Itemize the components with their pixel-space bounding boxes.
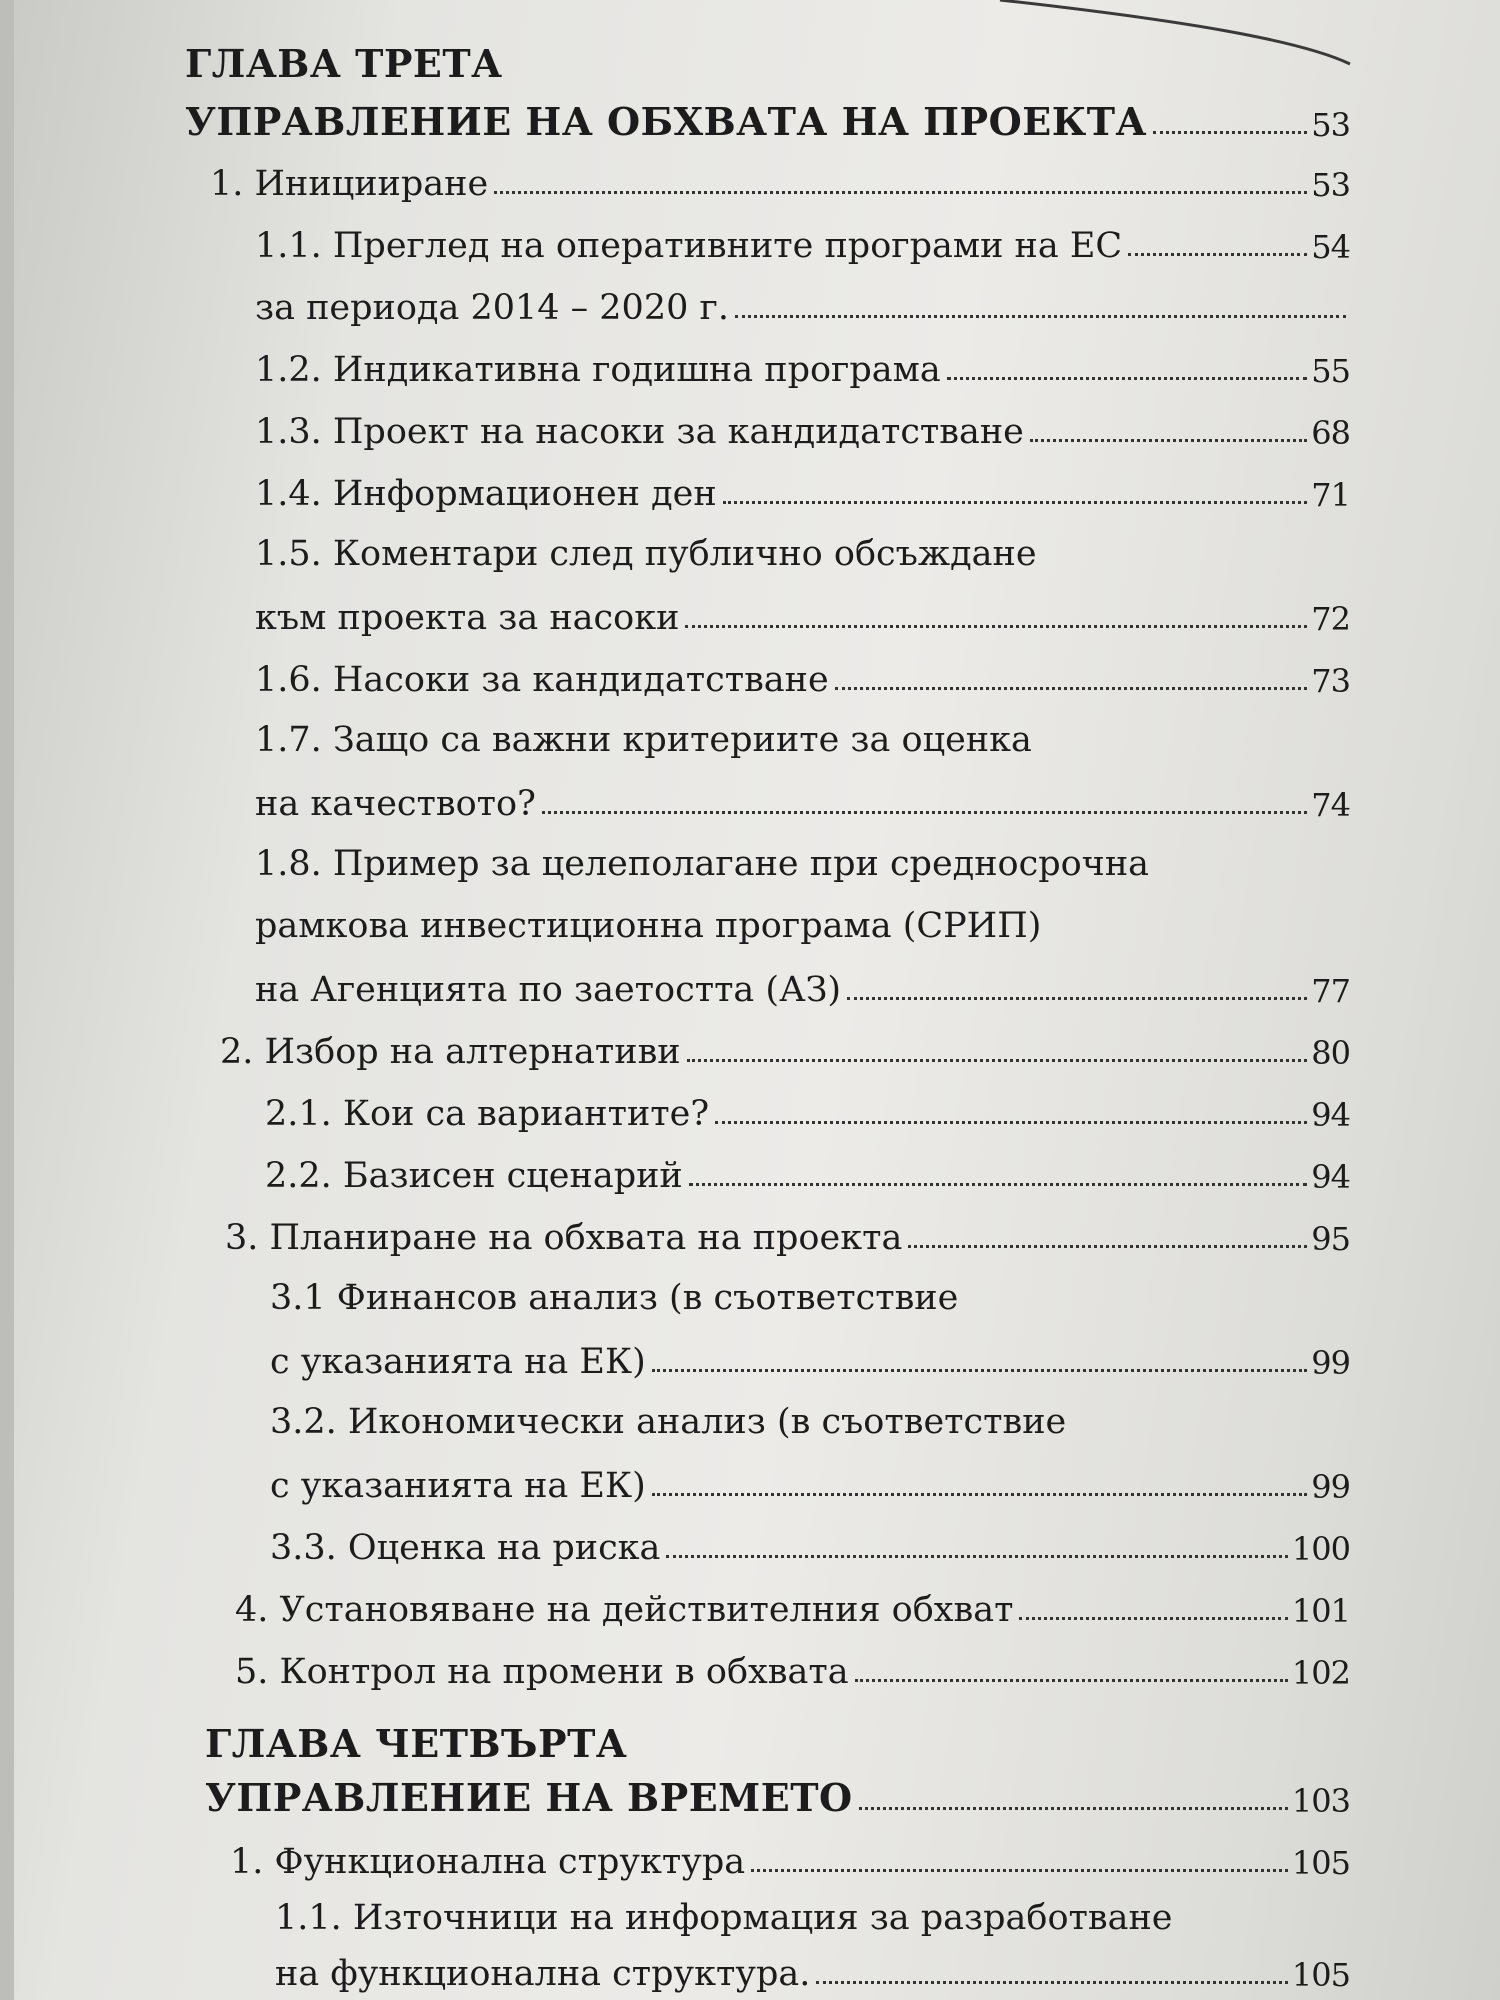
chapter-title: УПРАВЛЕНИЕ НА ВРЕМЕТО [205, 1775, 853, 1820]
page-number: 105 [1291, 1844, 1350, 1882]
dot-leader [1019, 1617, 1287, 1620]
toc-entry[interactable] [255, 470, 1350, 514]
dot-leader [847, 997, 1307, 1000]
toc-entry[interactable] [275, 1950, 1350, 1994]
entry-title: на функционална структура. [275, 1954, 811, 1994]
chapter-title-row[interactable] [205, 1776, 1350, 1820]
toc-entry[interactable] [255, 346, 1350, 390]
entry-title-line: 3.1 Финансов анализ (в съответствие [270, 1278, 959, 1318]
entry-title: 1.3. Проект на насоки за кандидатстване [255, 412, 1024, 452]
page-number: 53 [1311, 166, 1350, 204]
page-number: 71 [1311, 476, 1350, 514]
entry-title-line: 1.1. Източници на информация за разработване [275, 1898, 1173, 1938]
entry-title-line: 3.2. Икономически анализ (в съответствие [270, 1402, 1067, 1442]
entry-title: за периода 2014 – 2020 г. [255, 288, 729, 328]
page-number: 105 [1291, 1956, 1350, 1994]
dot-leader [1153, 131, 1307, 134]
entry-title: към проекта за насоки [255, 598, 680, 638]
entry-title: 2. Избор на алтернативи [220, 1032, 681, 1072]
page-number: 94 [1311, 1096, 1350, 1134]
page-number: 53 [1311, 106, 1350, 144]
dot-leader [685, 625, 1307, 628]
entry-title: 1.2. Индикативна годишна програма [255, 350, 941, 390]
entry-title-line: 1.5. Коментари след публично обсъждане [255, 534, 1037, 574]
dot-leader [666, 1555, 1288, 1558]
toc-entry[interactable] [255, 656, 1350, 700]
toc-entry[interactable] [255, 408, 1350, 452]
dot-leader [947, 377, 1308, 380]
entry-title: на качеството? [255, 784, 536, 824]
entry-title: 1.1. Преглед на оперативните програми на ЕС [255, 226, 1123, 266]
page-number: 101 [1291, 1592, 1350, 1630]
dot-leader [835, 687, 1308, 690]
dot-leader [652, 1493, 1308, 1496]
entry-title: 1. Иницииране [210, 164, 489, 204]
entry-title-line: рамкова инвестиционна програма (СРИП) [255, 906, 1042, 946]
page-number: 94 [1311, 1158, 1350, 1196]
entry-title: 4. Установяване на действителния обхват [235, 1590, 1014, 1630]
page-number: 99 [1311, 1468, 1350, 1506]
page-number: 95 [1311, 1220, 1350, 1258]
entry-title: 1.6. Насоки за кандидатстване [255, 660, 829, 700]
toc-entry[interactable] [225, 1214, 1350, 1258]
page-number: 73 [1311, 662, 1350, 700]
page-number: 100 [1291, 1530, 1350, 1568]
page-number: 54 [1311, 228, 1350, 266]
page-number: 74 [1311, 786, 1350, 824]
toc-entry-continuation[interactable] [255, 284, 1350, 328]
toc-entry[interactable] [220, 1028, 1350, 1072]
dot-leader [494, 191, 1307, 194]
entry-title: 1.4. Информационен ден [255, 474, 717, 514]
toc-entry[interactable] [255, 222, 1350, 266]
toc-entry[interactable] [230, 1838, 1350, 1882]
toc-entry[interactable] [265, 1090, 1350, 1134]
chapter-label: ГЛАВА ЧЕТВЪРТА [205, 1721, 628, 1766]
toc-entry[interactable] [210, 160, 1350, 204]
entry-title: с указанията на ЕК) [270, 1466, 646, 1506]
dot-leader [689, 1183, 1308, 1186]
dot-leader [908, 1245, 1307, 1248]
dot-leader [1030, 439, 1307, 442]
toc-entry[interactable] [255, 780, 1350, 824]
dot-leader [816, 1981, 1288, 1984]
toc-entry[interactable] [270, 1462, 1350, 1506]
toc-entry[interactable] [235, 1648, 1350, 1692]
toc-entry[interactable] [235, 1586, 1350, 1630]
dot-leader [687, 1059, 1308, 1062]
page-number: 55 [1311, 352, 1350, 390]
page-number: 77 [1311, 972, 1350, 1010]
page-number: 103 [1291, 1782, 1350, 1820]
entry-title: 5. Контрол на промени в обхвата [235, 1652, 849, 1692]
entry-title: с указанията на ЕК) [270, 1342, 646, 1382]
entry-title: 2.2. Базисен сценарий [265, 1156, 683, 1196]
page-number: 68 [1311, 414, 1350, 452]
entry-title-line: 1.7. Защо са важни критериите за оценка [255, 720, 1032, 760]
dot-leader [652, 1369, 1308, 1372]
chapter-title-row[interactable] [185, 100, 1350, 144]
page-number: 80 [1311, 1034, 1350, 1072]
dot-leader [855, 1679, 1288, 1682]
chapter-label: ГЛАВА ТРЕТА [185, 41, 503, 86]
dot-leader [751, 1869, 1288, 1872]
dot-leader [542, 811, 1307, 814]
toc-entry[interactable] [270, 1524, 1350, 1568]
entry-title: 3. Планиране на обхвата на проекта [225, 1218, 903, 1258]
page-number: 99 [1311, 1344, 1350, 1382]
entry-title: на Агенцията по заетостта (АЗ) [255, 970, 842, 1010]
entry-title: 2.1. Кои са вариантите? [265, 1094, 710, 1134]
toc-entry[interactable] [255, 966, 1350, 1010]
page-number: 72 [1311, 600, 1350, 638]
dot-leader [859, 1807, 1288, 1810]
toc-entry[interactable] [265, 1152, 1350, 1196]
chapter-title: УПРАВЛЕНИЕ НА ОБХВАТА НА ПРОЕКТА [185, 99, 1147, 144]
dot-leader [723, 501, 1308, 504]
entry-title-line: 1.8. Пример за целеполагане при средносрочна [255, 844, 1150, 884]
dot-leader [735, 315, 1346, 318]
toc-entry[interactable] [270, 1338, 1350, 1382]
page-number: 102 [1291, 1654, 1350, 1692]
entry-title: 3.3. Оценка на риска [270, 1528, 661, 1568]
dot-leader [1128, 253, 1307, 256]
dot-leader [715, 1121, 1307, 1124]
toc-entry[interactable] [255, 594, 1350, 638]
entry-title: 1. Функционална структура [230, 1842, 746, 1882]
